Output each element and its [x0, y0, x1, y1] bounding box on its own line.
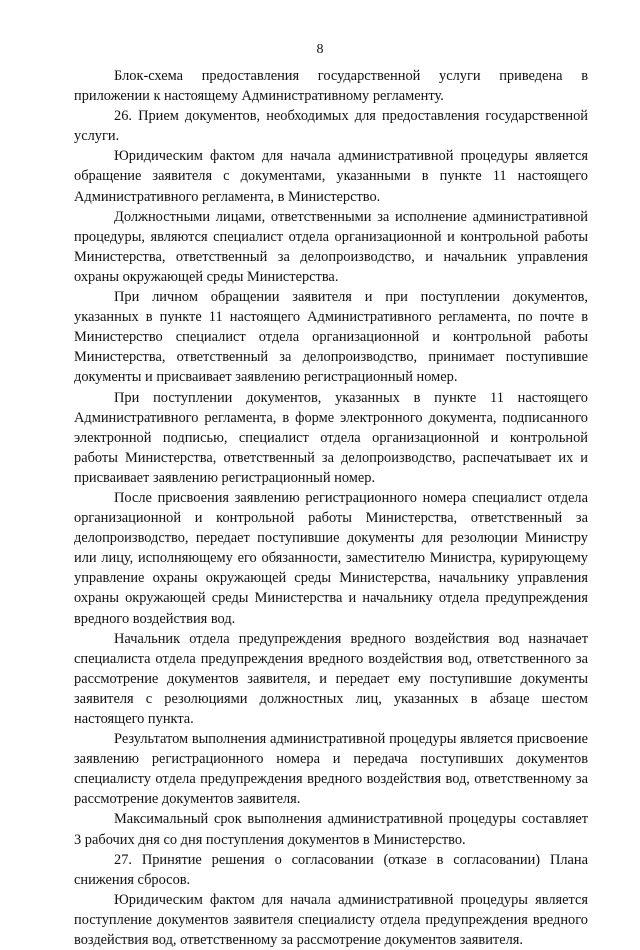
paragraph-legal-fact-27: Юридическим фактом для начала административной процедуры является поступление документов заявителя специалисту отдела предупреждения вредного воздействия вод, ответственному за рассмотрение документов заявителя.: [74, 891, 588, 949]
section-heading-26: 26. Прием документов, необходимых для предоставления государственной услуги.: [74, 108, 588, 145]
paragraph-resolution-transfer: После присвоения заявлению регистрационного номера специалист отдела организационной и контрольной работы Министерства, ответственный за делопроизводство, передает поступившие документы для резолюции Министру или лицу, исполняющему его обязанности, заместителю Министра, курирующему управление охраны окружающей среды Министерства, начальнику управления охраны окружающей среды Министерства и начальнику отдела предупреждения вредного воздействия вод.: [74, 489, 588, 627]
paragraph-max-duration: Максимальный срок выполнения административной процедуры составляет 3 рабочих дня со дня поступления документов в Министерство.: [74, 811, 588, 848]
paragraph-personal-or-mail-submission: При личном обращении заявителя и при поступлении документов, указанных в пункте 11 настоящего Административного регламента, по почте в Министерство специалист отдела организационной и контрольной работы Министерства, ответственный за делопроизводство, принимает поступившие документы и присваивает заявлению регистрационный номер.: [74, 289, 588, 386]
page-number: 8: [316, 42, 324, 57]
paragraph-flowchart-reference: Блок-схема предоставления государственной услуги приведена в приложении к настоящему Административному регламенту.: [74, 68, 588, 105]
paragraph-electronic-submission: При поступлении документов, указанных в пункте 11 настоящего Административного регламента, в форме электронного документа, подписанного электронной подписью, специалист отдела организационной и контрольной работы Министерства, ответственный за делопроизводство, распечатывает их и присваивает заявлению регистрационный номер.: [74, 389, 588, 486]
paragraph-responsible-officials: Должностными лицами, ответственными за исполнение административной процедуры, являются специалист отдела организационной и контрольной работы Министерства, ответственный за делопроизводство, и начальник управления охраны окружающей среды Министерства.: [74, 208, 588, 285]
document-body: [74, 66, 588, 950]
section-heading-27: 27. Принятие решения о согласовании (отказе в согласовании) Плана снижения сбросов.: [74, 851, 588, 888]
paragraph-legal-fact-26: Юридическим фактом для начала административной процедуры является обращение заявителя с документами, указанными в пункте 11 настоящего Административного регламента, в Министерство.: [74, 148, 588, 205]
paragraph-specialist-assignment: Начальник отдела предупреждения вредного воздействия вод назначает специалиста отдела предупреждения вредного воздействия вод, ответственного за рассмотрение документов заявителя, и передает ему поступившие документы заявителя с резолюциями должностных лиц, указанных в абзаце шестом настоящего пункта.: [74, 630, 588, 727]
paragraph-procedure-result: Результатом выполнения административной процедуры является присвоение заявлению регистрационного номера и передача поступивших документов специалисту отдела предупреждения вредного воздействия вод, ответственному за рассмотрение документов заявителя.: [74, 731, 588, 808]
